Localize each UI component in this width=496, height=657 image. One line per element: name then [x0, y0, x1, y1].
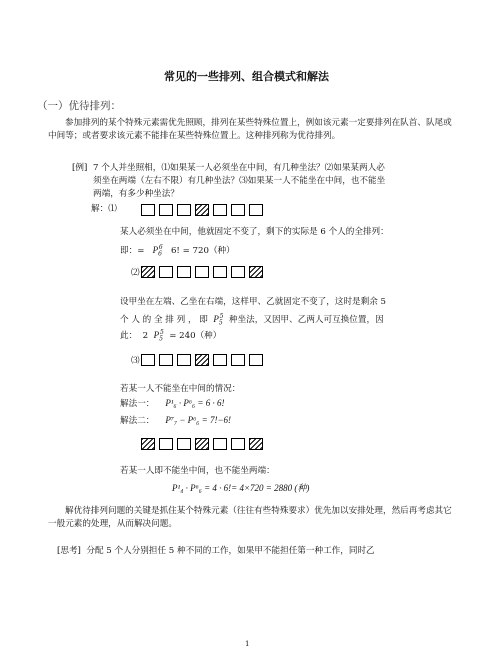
seat-box	[213, 354, 227, 366]
seat-box	[159, 266, 173, 278]
part1-formula-rest: 6! = 720（种）	[170, 245, 235, 256]
seat-box	[141, 354, 155, 366]
solution-label: 解：⑴	[91, 204, 117, 214]
seat-box	[249, 354, 263, 366]
seat-box	[159, 438, 173, 450]
seat-box	[177, 354, 191, 366]
seat-box	[177, 204, 191, 216]
method1	[120, 397, 224, 411]
part2-line3-b: = 240（种）	[169, 330, 222, 341]
part2-line-1: 设甲坐在左端、乙坐在右端，这样甲、乙就固定不变了，这时是剩余 5	[120, 297, 387, 307]
seat-box	[249, 438, 263, 450]
seat-diagram-1	[141, 204, 263, 216]
seat-box	[249, 204, 263, 216]
seat-box	[231, 438, 245, 450]
method1-label: 解法一：	[120, 399, 155, 409]
seat-box	[213, 266, 227, 278]
part2-line3-a: 此：	[120, 330, 138, 341]
think-text: 分配 5 个人分别担任 5 种不同的工作，如果甲不能担任第一种工作，同时乙	[86, 546, 375, 556]
example-label: [例]	[72, 163, 88, 173]
seat-box	[195, 438, 209, 450]
method1-formula: P¹₆ · P⁶₆ = 6 · 6!	[165, 398, 225, 408]
part3-text: 若某一人不能坐在中间的情况：	[120, 384, 241, 394]
part1-formula-prefix: 即：=	[120, 245, 145, 256]
part2-line-3	[120, 326, 221, 346]
part1-formula	[120, 241, 235, 261]
seat-diagram-3	[141, 354, 263, 366]
method2	[120, 414, 231, 428]
seat-box	[231, 354, 245, 366]
think-line	[57, 545, 375, 558]
seat-box	[141, 204, 155, 216]
think-label: [思考]	[57, 546, 81, 556]
method2-label: 解法二：	[120, 416, 155, 426]
part2-line3-coef: 2	[142, 330, 149, 341]
part2-line2-p: P	[213, 313, 219, 324]
part2-line2-b: 种坐法，又因甲、乙两人可互换位置，因	[228, 314, 384, 325]
seat-box	[195, 266, 209, 278]
seat-box	[195, 204, 209, 216]
part2-line2-sup: 5	[219, 313, 224, 320]
part2-line2-sub: 5	[218, 319, 223, 327]
part1-formula-sup: 6	[158, 244, 163, 251]
seat-box	[141, 438, 155, 450]
part2-line2-a: 个 人 的 全 排 列 ， 即	[120, 314, 208, 325]
seat-box	[177, 438, 191, 450]
seat-box	[249, 266, 263, 278]
part1-formula-p: P	[152, 244, 159, 255]
intro-paragraph: 参加排列的某个特殊元素需优先照顾，排列在某些特殊位置上，例如该元素一定要排列在队首、队尾或中间等；或者要求该元素不能排在某些特殊位置上。这种排列称为优待排列。	[48, 118, 452, 141]
part3-label: ⑶	[131, 356, 140, 366]
seat-box	[141, 266, 155, 278]
part2-line3-sub: 5	[159, 335, 163, 343]
part2-label: ⑵	[131, 268, 140, 278]
page-number: 1	[245, 640, 250, 648]
final-formula	[172, 482, 309, 496]
seat-box	[195, 354, 209, 366]
seat-box	[231, 266, 245, 278]
seat-box	[213, 204, 227, 216]
seat-box	[159, 354, 173, 366]
seat-box	[177, 266, 191, 278]
part3-text-2: 若某一人即不能坐中间，也不能坐两端：	[120, 466, 275, 476]
seat-diagram-4	[141, 438, 263, 450]
part2-line3-p: P	[153, 329, 160, 340]
summary-paragraph: 解优待排列问题的关键是抓住某个特殊元素（往往有些特殊要求）优先加以安排处理，然后再考虑其它一般元素的处理，从而解决问题。	[48, 506, 452, 529]
final-formula-text: P¹₄ · P⁶₆ = 4 · 6!= 4×720 = 2880 (种)	[172, 483, 310, 493]
seat-diagram-2	[141, 266, 263, 278]
example-line-3: 两端，有多少种坐法？	[93, 189, 179, 199]
section-heading: （一）优待排列：	[37, 100, 121, 112]
seat-box	[159, 204, 173, 216]
example-line-2: 须坐在两端（左右不限）有几种坐法？⑶如果某一人不能坐在中间，也不能坐	[93, 176, 386, 186]
seat-box	[213, 438, 227, 450]
page-title: 常见的一些排列、组合模式和解法	[164, 70, 329, 83]
part1-formula-sub: 6	[158, 250, 162, 258]
part1-text: 某人必须坐在中间，他就固定不变了，剩下的实际是 6 个人的全排列：	[120, 227, 389, 237]
part2-line3-sup: 5	[159, 329, 164, 336]
method2-formula: P⁷₇ − P⁶₆ = 7!−6!	[165, 415, 232, 425]
example-line-1: 7 个人并坐照相，⑴如果某一人必须坐在中间，有几种坐法？⑵如果某两人必	[93, 163, 385, 173]
seat-box	[231, 204, 245, 216]
